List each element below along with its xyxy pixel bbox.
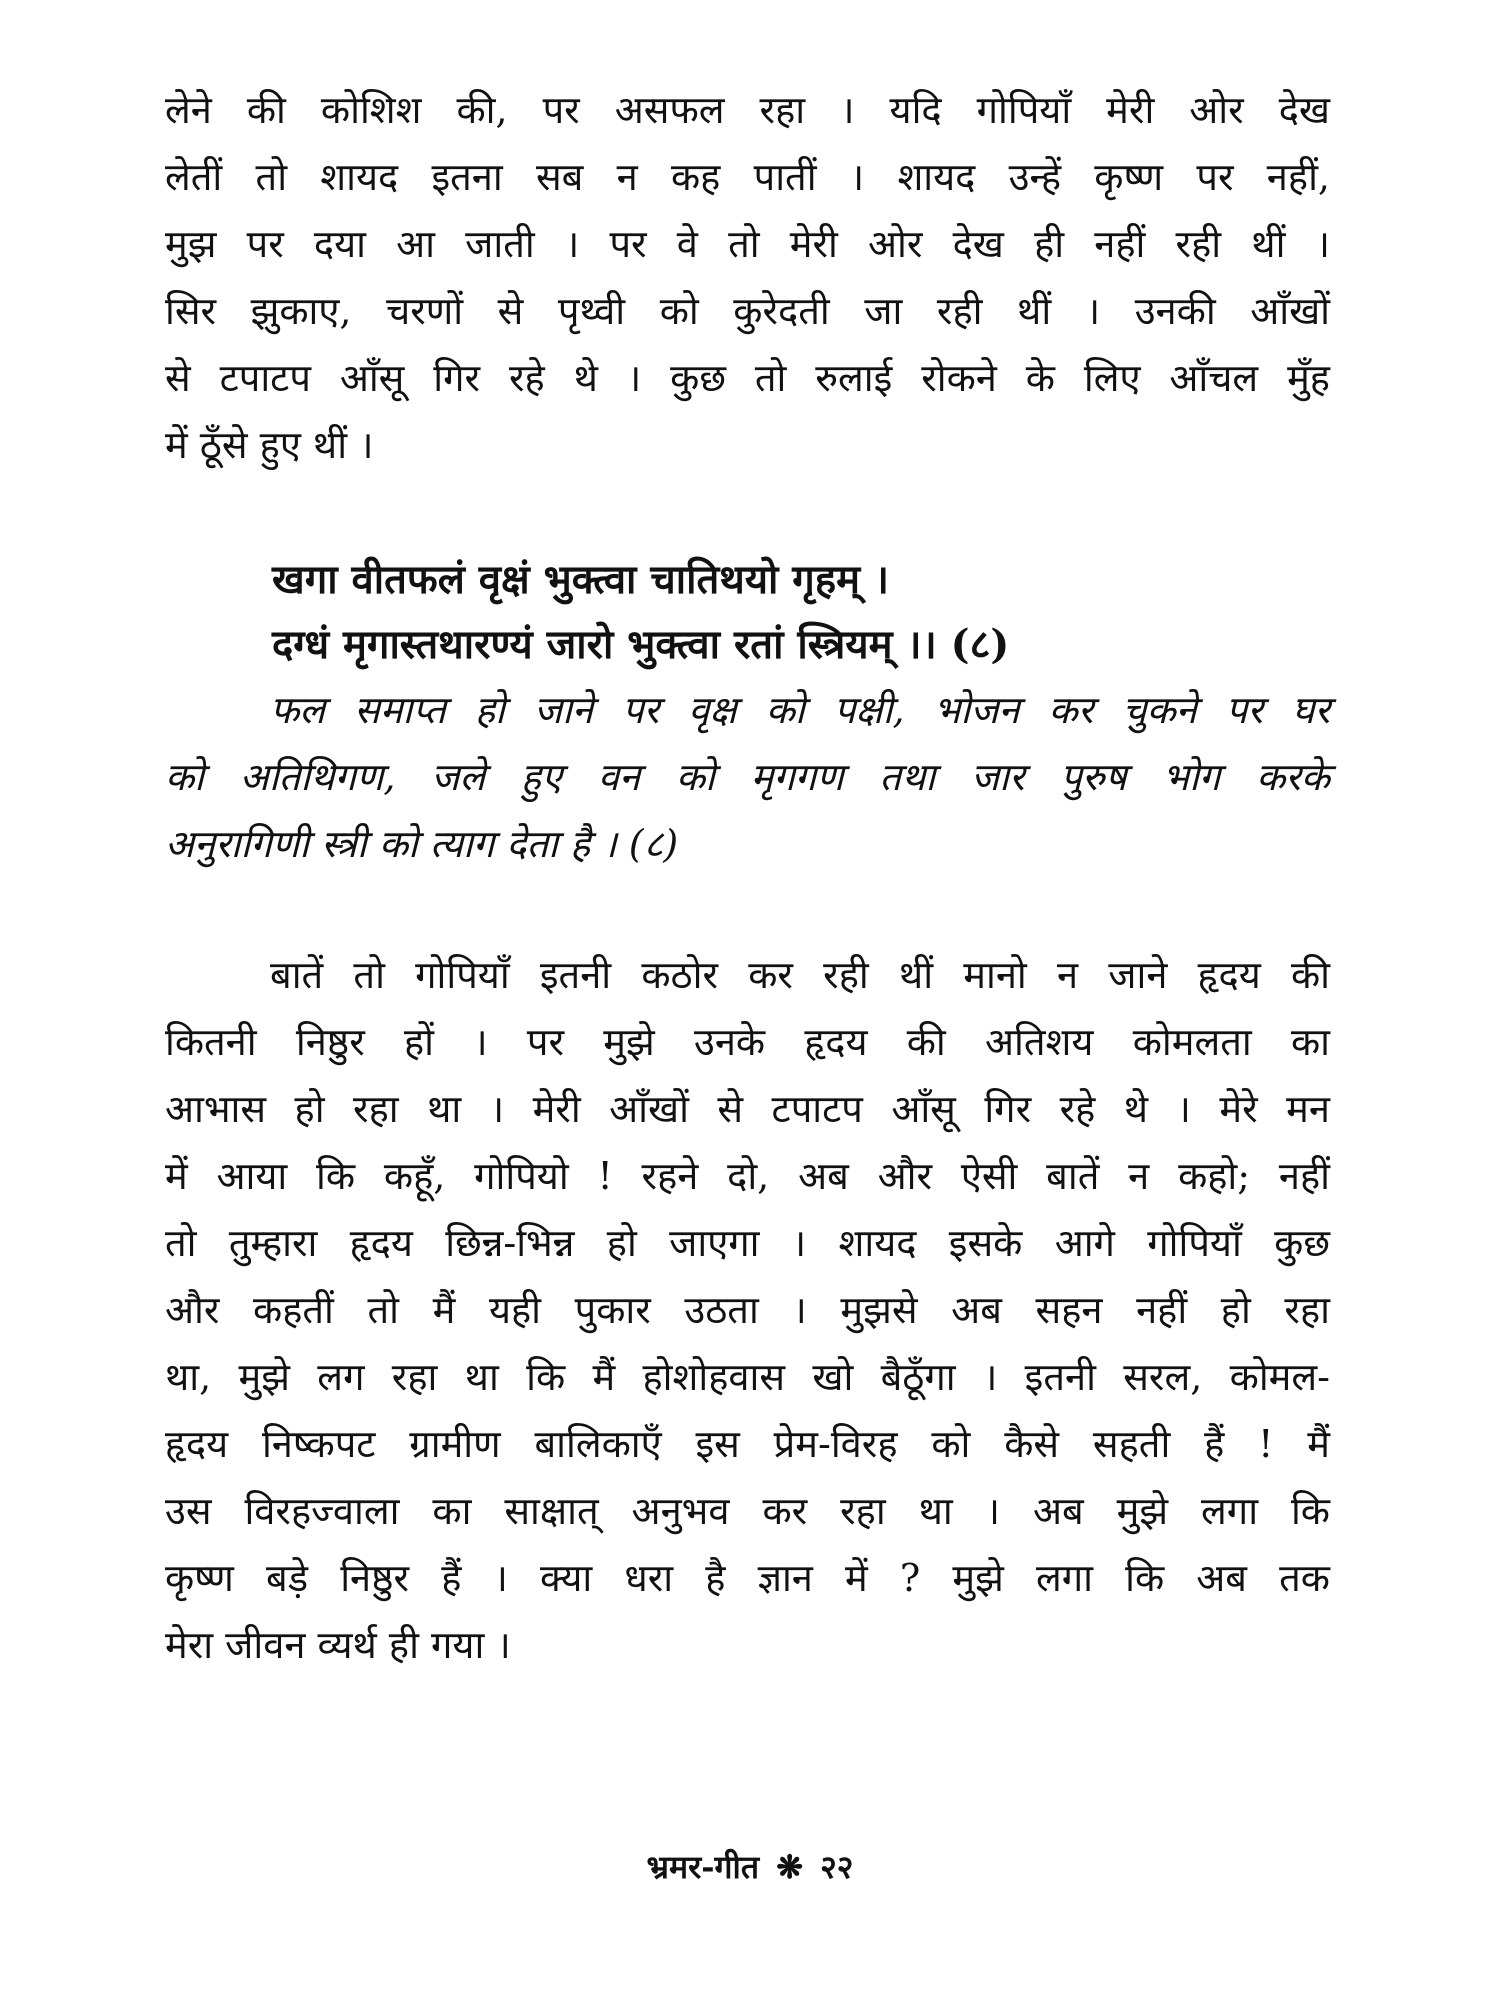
paragraph-2-line-4: में आया कि कहूँ, गोपियो ! रहने दो, अब और ऐसी बातें न कहो; नहीं bbox=[165, 1154, 1330, 1198]
star-separator-icon: ❋ bbox=[776, 1848, 804, 1886]
paragraph-2-line-3: आभास हो रहा था । मेरी आँखों से टपाटप आँसू गिर रहे थे । मेरे मन bbox=[165, 1087, 1330, 1131]
verse-line-2: दग्धं मृगास्तथारण्यं जारो भुक्त्वा रतां स्त्रियम् ।। (८) bbox=[272, 621, 1010, 668]
page-footer bbox=[0, 1845, 1500, 1889]
translation-line-1: फल समाप्त हो जाने पर वृक्ष को पक्षी, भोजन कर चुकने पर घर bbox=[270, 688, 1330, 732]
page-number: २२ bbox=[820, 1848, 854, 1886]
paragraph-1-line-3: मुझ पर दया आ जाती । पर वे तो मेरी ओर देख ही नहीं रही थीं । bbox=[165, 222, 1330, 266]
paragraph-1-line-2: लेतीं तो शायद इतना सब न कह पातीं । शायद उन्हें कृष्ण पर नहीं, bbox=[165, 155, 1330, 199]
paragraph-2-line-10: कृष्ण बड़े निष्ठुर हैं । क्या धरा है ज्ञान में ? मुझे लगा कि अब तक bbox=[165, 1556, 1330, 1600]
paragraph-2-line-1: बातें तो गोपियाँ इतनी कठोर कर रही थीं मानो न जाने हृदय की bbox=[270, 953, 1330, 997]
paragraph-2-line-9: उस विरहज्वाला का साक्षात् अनुभव कर रहा था । अब मुझे लगा कि bbox=[165, 1489, 1330, 1533]
paragraph-2-line-2: कितनी निष्ठुर हों । पर मुझे उनके हृदय की अतिशय कोमलता का bbox=[165, 1020, 1330, 1064]
translation-line-2: को अतिथिगण, जले हुए वन को मृगगण तथा जार पुरुष भोग करके bbox=[165, 755, 1330, 799]
paragraph-2-line-5: तो तुम्हारा हृदय छिन्न-भिन्न हो जाएगा । शायद इसके आगे गोपियाँ कुछ bbox=[165, 1221, 1330, 1265]
paragraph-2-line-6: और कहतीं तो मैं यही पुकार उठता । मुझसे अब सहन नहीं हो रहा bbox=[165, 1288, 1330, 1332]
paragraph-2-line-7: था, मुझे लग रहा था कि मैं होशोहवास खो बैठूँगा । इतनी सरल, कोमल- bbox=[165, 1355, 1330, 1399]
paragraph-2-line-11: मेरा जीवन व्यर्थ ही गया । bbox=[165, 1623, 511, 1667]
paragraph-1-line-4: सिर झुकाए, चरणों से पृथ्वी को कुरेदती जा रही थीं । उनकी आँखों bbox=[165, 289, 1330, 333]
paragraph-1-line-1: लेने की कोशिश की, पर असफल रहा । यदि गोपियाँ मेरी ओर देख bbox=[165, 88, 1330, 132]
paragraph-1-line-6: में ठूँसे हुए थीं । bbox=[165, 423, 374, 467]
verse-line-1: खगा वीतफलं वृक्षं भुक्त्वा चातिथयो गृहम् । bbox=[272, 556, 890, 603]
translation-line-3: अनुरागिणी स्त्री को त्याग देता है । (८) bbox=[165, 822, 679, 866]
paragraph-2-line-8: हृदय निष्कपट ग्रामीण बालिकाएँ इस प्रेम-विरह को कैसे सहती हैं ! मैं bbox=[165, 1422, 1330, 1466]
book-title: भ्रमर-गीत bbox=[646, 1848, 760, 1886]
paragraph-1-line-5: से टपाटप आँसू गिर रहे थे । कुछ तो रुलाई रोकने के लिए आँचल मुँह bbox=[165, 356, 1330, 400]
